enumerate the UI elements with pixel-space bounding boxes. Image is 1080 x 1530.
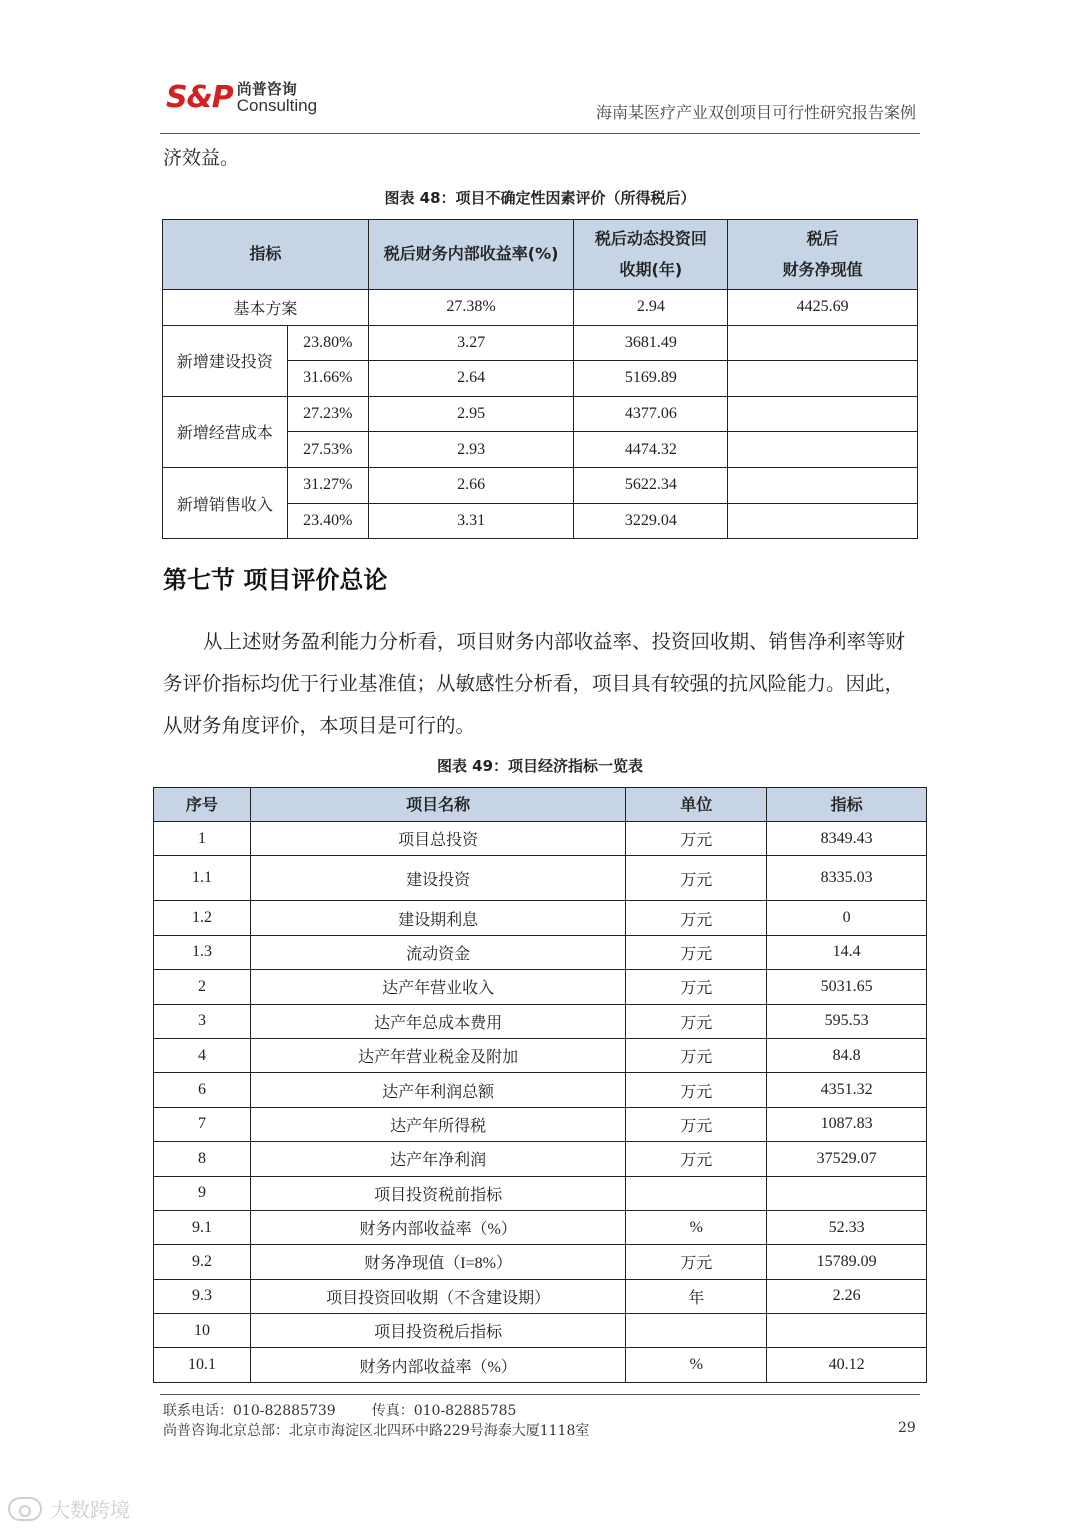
- row-item: 达产年所得税: [250, 1107, 625, 1141]
- cell: 23.80%: [287, 325, 368, 361]
- table-row: [154, 1004, 927, 1038]
- row-seq: 2: [154, 970, 251, 1004]
- report-title: 海南某医疗产业双创项目可行性研究报告案例: [595, 103, 916, 122]
- cell: 2.66: [368, 467, 574, 503]
- row-value: 2.26: [767, 1279, 927, 1313]
- row-item: 财务内部收益率（%）: [250, 1348, 625, 1382]
- cell: 基本方案: [163, 290, 369, 326]
- cell: 31.27%: [287, 467, 368, 503]
- header-payback-line2: 收期(年): [619, 259, 683, 279]
- cell: [728, 432, 918, 468]
- cell: 3.31: [368, 503, 574, 539]
- header-npv-line1: 税后: [806, 229, 839, 249]
- table49-body: [154, 822, 927, 1383]
- header-value: 指标: [767, 788, 927, 822]
- cell: [728, 396, 918, 432]
- header-item: 项目名称: [250, 788, 625, 822]
- row-item: 达产年营业税金及附加: [250, 1038, 625, 1072]
- row-unit: 万元: [626, 1004, 767, 1038]
- cell: 5622.34: [574, 467, 728, 503]
- row-unit: 万元: [626, 1038, 767, 1072]
- row-seq: 9: [154, 1176, 251, 1210]
- cell: 4377.06: [574, 396, 728, 432]
- cell: [728, 503, 918, 539]
- footer-phone: 联系电话：010-82885739: [163, 1403, 336, 1419]
- table-row: [163, 325, 918, 361]
- row-unit: 万元: [626, 1073, 767, 1107]
- row-seq: 9.2: [154, 1245, 251, 1279]
- table-header-row: [163, 220, 918, 290]
- company-logo: [166, 80, 317, 115]
- row-item: 达产年净利润: [250, 1142, 625, 1176]
- row-unit: 万元: [626, 970, 767, 1004]
- group-label: 新增建设投资: [163, 325, 288, 396]
- row-unit: 万元: [626, 1142, 767, 1176]
- header-payback-line1: 税后动态投资回: [594, 229, 707, 249]
- footer-contact: [163, 1400, 552, 1420]
- table49-caption: 图表 49：项目经济指标一览表: [436, 757, 644, 775]
- text-fragment: 济效益。: [163, 147, 240, 169]
- header-npv-line2: 财务净现值: [782, 259, 863, 279]
- footer-address: 尚普咨询北京总部：北京市海淀区北四环中路229号海泰大厦1118室: [163, 1423, 590, 1439]
- header-indicator: 指标: [163, 220, 369, 290]
- cell: 27.53%: [287, 432, 368, 468]
- cell: 4474.32: [574, 432, 728, 468]
- cell: 5169.89: [574, 361, 728, 397]
- row-item: 项目总投资: [250, 822, 625, 856]
- table-row: [154, 1176, 927, 1210]
- cell: 31.66%: [287, 361, 368, 397]
- row-unit: 万元: [626, 822, 767, 856]
- row-item: 财务内部收益率（%）: [250, 1210, 625, 1244]
- cell: 27.38%: [368, 290, 574, 326]
- row-value: 52.33: [767, 1210, 927, 1244]
- row-unit: [626, 1314, 767, 1348]
- cell: 2.94: [574, 290, 728, 326]
- page-header: [160, 70, 920, 134]
- row-value: 14.4: [767, 935, 927, 969]
- page-number: 29: [898, 1420, 916, 1436]
- group-label: 新增销售收入: [163, 467, 288, 538]
- row-value: 595.53: [767, 1004, 927, 1038]
- row-unit: 万元: [626, 1245, 767, 1279]
- group-label: 新增经营成本: [163, 396, 288, 467]
- row-item: 财务净现值（I=8%）: [250, 1245, 625, 1279]
- logo-mark: S&P: [166, 80, 233, 115]
- row-value: 8349.43: [767, 822, 927, 856]
- row-value: 15789.09: [767, 1245, 927, 1279]
- row-value: 37529.07: [767, 1142, 927, 1176]
- footer-fax: 传真：010-82885785: [371, 1403, 517, 1419]
- cell: 4425.69: [728, 290, 918, 326]
- row-item: 项目投资回收期（不含建设期）: [250, 1279, 625, 1313]
- header-irr: 税后财务内部收益率(%): [368, 220, 574, 290]
- table-row: [154, 1210, 927, 1244]
- header-payback: [574, 220, 728, 290]
- table-row: [154, 901, 927, 935]
- table-row: [163, 290, 918, 326]
- cell: 2.95: [368, 396, 574, 432]
- cell: [728, 467, 918, 503]
- cell: 3681.49: [574, 325, 728, 361]
- row-unit: [626, 1176, 767, 1210]
- row-value: 84.8: [767, 1038, 927, 1072]
- row-item: 流动资金: [250, 935, 625, 969]
- row-seq: 7: [154, 1107, 251, 1141]
- row-item: 项目投资税后指标: [250, 1314, 625, 1348]
- table-row: [154, 1107, 927, 1141]
- table-row: [154, 1245, 927, 1279]
- body-paragraph: 从上述财务盈利能力分析看，项目财务内部收益率、投资回收期、销售净利率等财务评价指标均优于行业基准值；从敏感性分析看，项目具有较强的抗风险能力。因此，从财务角度评价，本项目是可行的。: [163, 630, 906, 737]
- row-seq: 9.3: [154, 1279, 251, 1313]
- cell: 2.64: [368, 361, 574, 397]
- row-unit: %: [626, 1210, 767, 1244]
- table48-caption: 图表 48：项目不确定性因素评价（所得税后）: [384, 189, 696, 207]
- row-seq: 10.1: [154, 1348, 251, 1382]
- row-seq: 1: [154, 822, 251, 856]
- row-unit: 万元: [626, 856, 767, 901]
- economic-indicators-table: [153, 787, 927, 1383]
- section-heading: 第七节 项目评价总论: [163, 566, 388, 594]
- row-unit: 万元: [626, 1107, 767, 1141]
- row-seq: 1.2: [154, 901, 251, 935]
- table-row: [154, 1142, 927, 1176]
- table-row: [154, 1314, 927, 1348]
- table-row: [154, 935, 927, 969]
- row-seq: 9.1: [154, 1210, 251, 1244]
- cell: 3229.04: [574, 503, 728, 539]
- cell: 23.40%: [287, 503, 368, 539]
- row-seq: 1.3: [154, 935, 251, 969]
- watermark-text: 大数跨境: [50, 1498, 130, 1522]
- logo-chinese-name: 尚普咨询: [236, 79, 297, 98]
- header-unit: 单位: [626, 788, 767, 822]
- watermark-logo-icon: [8, 1497, 42, 1521]
- row-value: 8335.03: [767, 856, 927, 901]
- table-row: [154, 970, 927, 1004]
- row-value: 40.12: [767, 1348, 927, 1382]
- row-item: 达产年营业收入: [250, 970, 625, 1004]
- row-unit: %: [626, 1348, 767, 1382]
- header-npv: [728, 220, 918, 290]
- row-item: 项目投资税前指标: [250, 1176, 625, 1210]
- row-value: 0: [767, 901, 927, 935]
- row-value: 4351.32: [767, 1073, 927, 1107]
- row-seq: 3: [154, 1004, 251, 1038]
- row-seq: 10: [154, 1314, 251, 1348]
- cell: 3.27: [368, 325, 574, 361]
- table-row: [154, 1073, 927, 1107]
- row-value: [767, 1314, 927, 1348]
- row-value: 1087.83: [767, 1107, 927, 1141]
- row-unit: 万元: [626, 935, 767, 969]
- cell: [728, 325, 918, 361]
- row-value: 5031.65: [767, 970, 927, 1004]
- row-seq: 1.1: [154, 856, 251, 901]
- watermark: [8, 1494, 130, 1523]
- header-seq: 序号: [154, 788, 251, 822]
- cell: 27.23%: [287, 396, 368, 432]
- cell: [728, 361, 918, 397]
- row-unit: 年: [626, 1279, 767, 1313]
- row-item: 达产年利润总额: [250, 1073, 625, 1107]
- row-seq: 4: [154, 1038, 251, 1072]
- footer-divider: [160, 1394, 920, 1395]
- table-row: [154, 822, 927, 856]
- table-row: [163, 467, 918, 503]
- row-seq: 8: [154, 1142, 251, 1176]
- row-item: 达产年总成本费用: [250, 1004, 625, 1038]
- table-row: [154, 1348, 927, 1382]
- row-item: 建设投资: [250, 856, 625, 901]
- table-row: [163, 396, 918, 432]
- table-row: [154, 856, 927, 901]
- logo-english-name: Consulting: [236, 95, 318, 115]
- row-item: 建设期利息: [250, 901, 625, 935]
- table-row: [154, 1279, 927, 1313]
- uncertainty-table: [162, 219, 918, 539]
- row-unit: 万元: [626, 901, 767, 935]
- cell: 2.93: [368, 432, 574, 468]
- row-seq: 6: [154, 1073, 251, 1107]
- table-header-row: [154, 788, 927, 822]
- row-value: [767, 1176, 927, 1210]
- table-row: [154, 1038, 927, 1072]
